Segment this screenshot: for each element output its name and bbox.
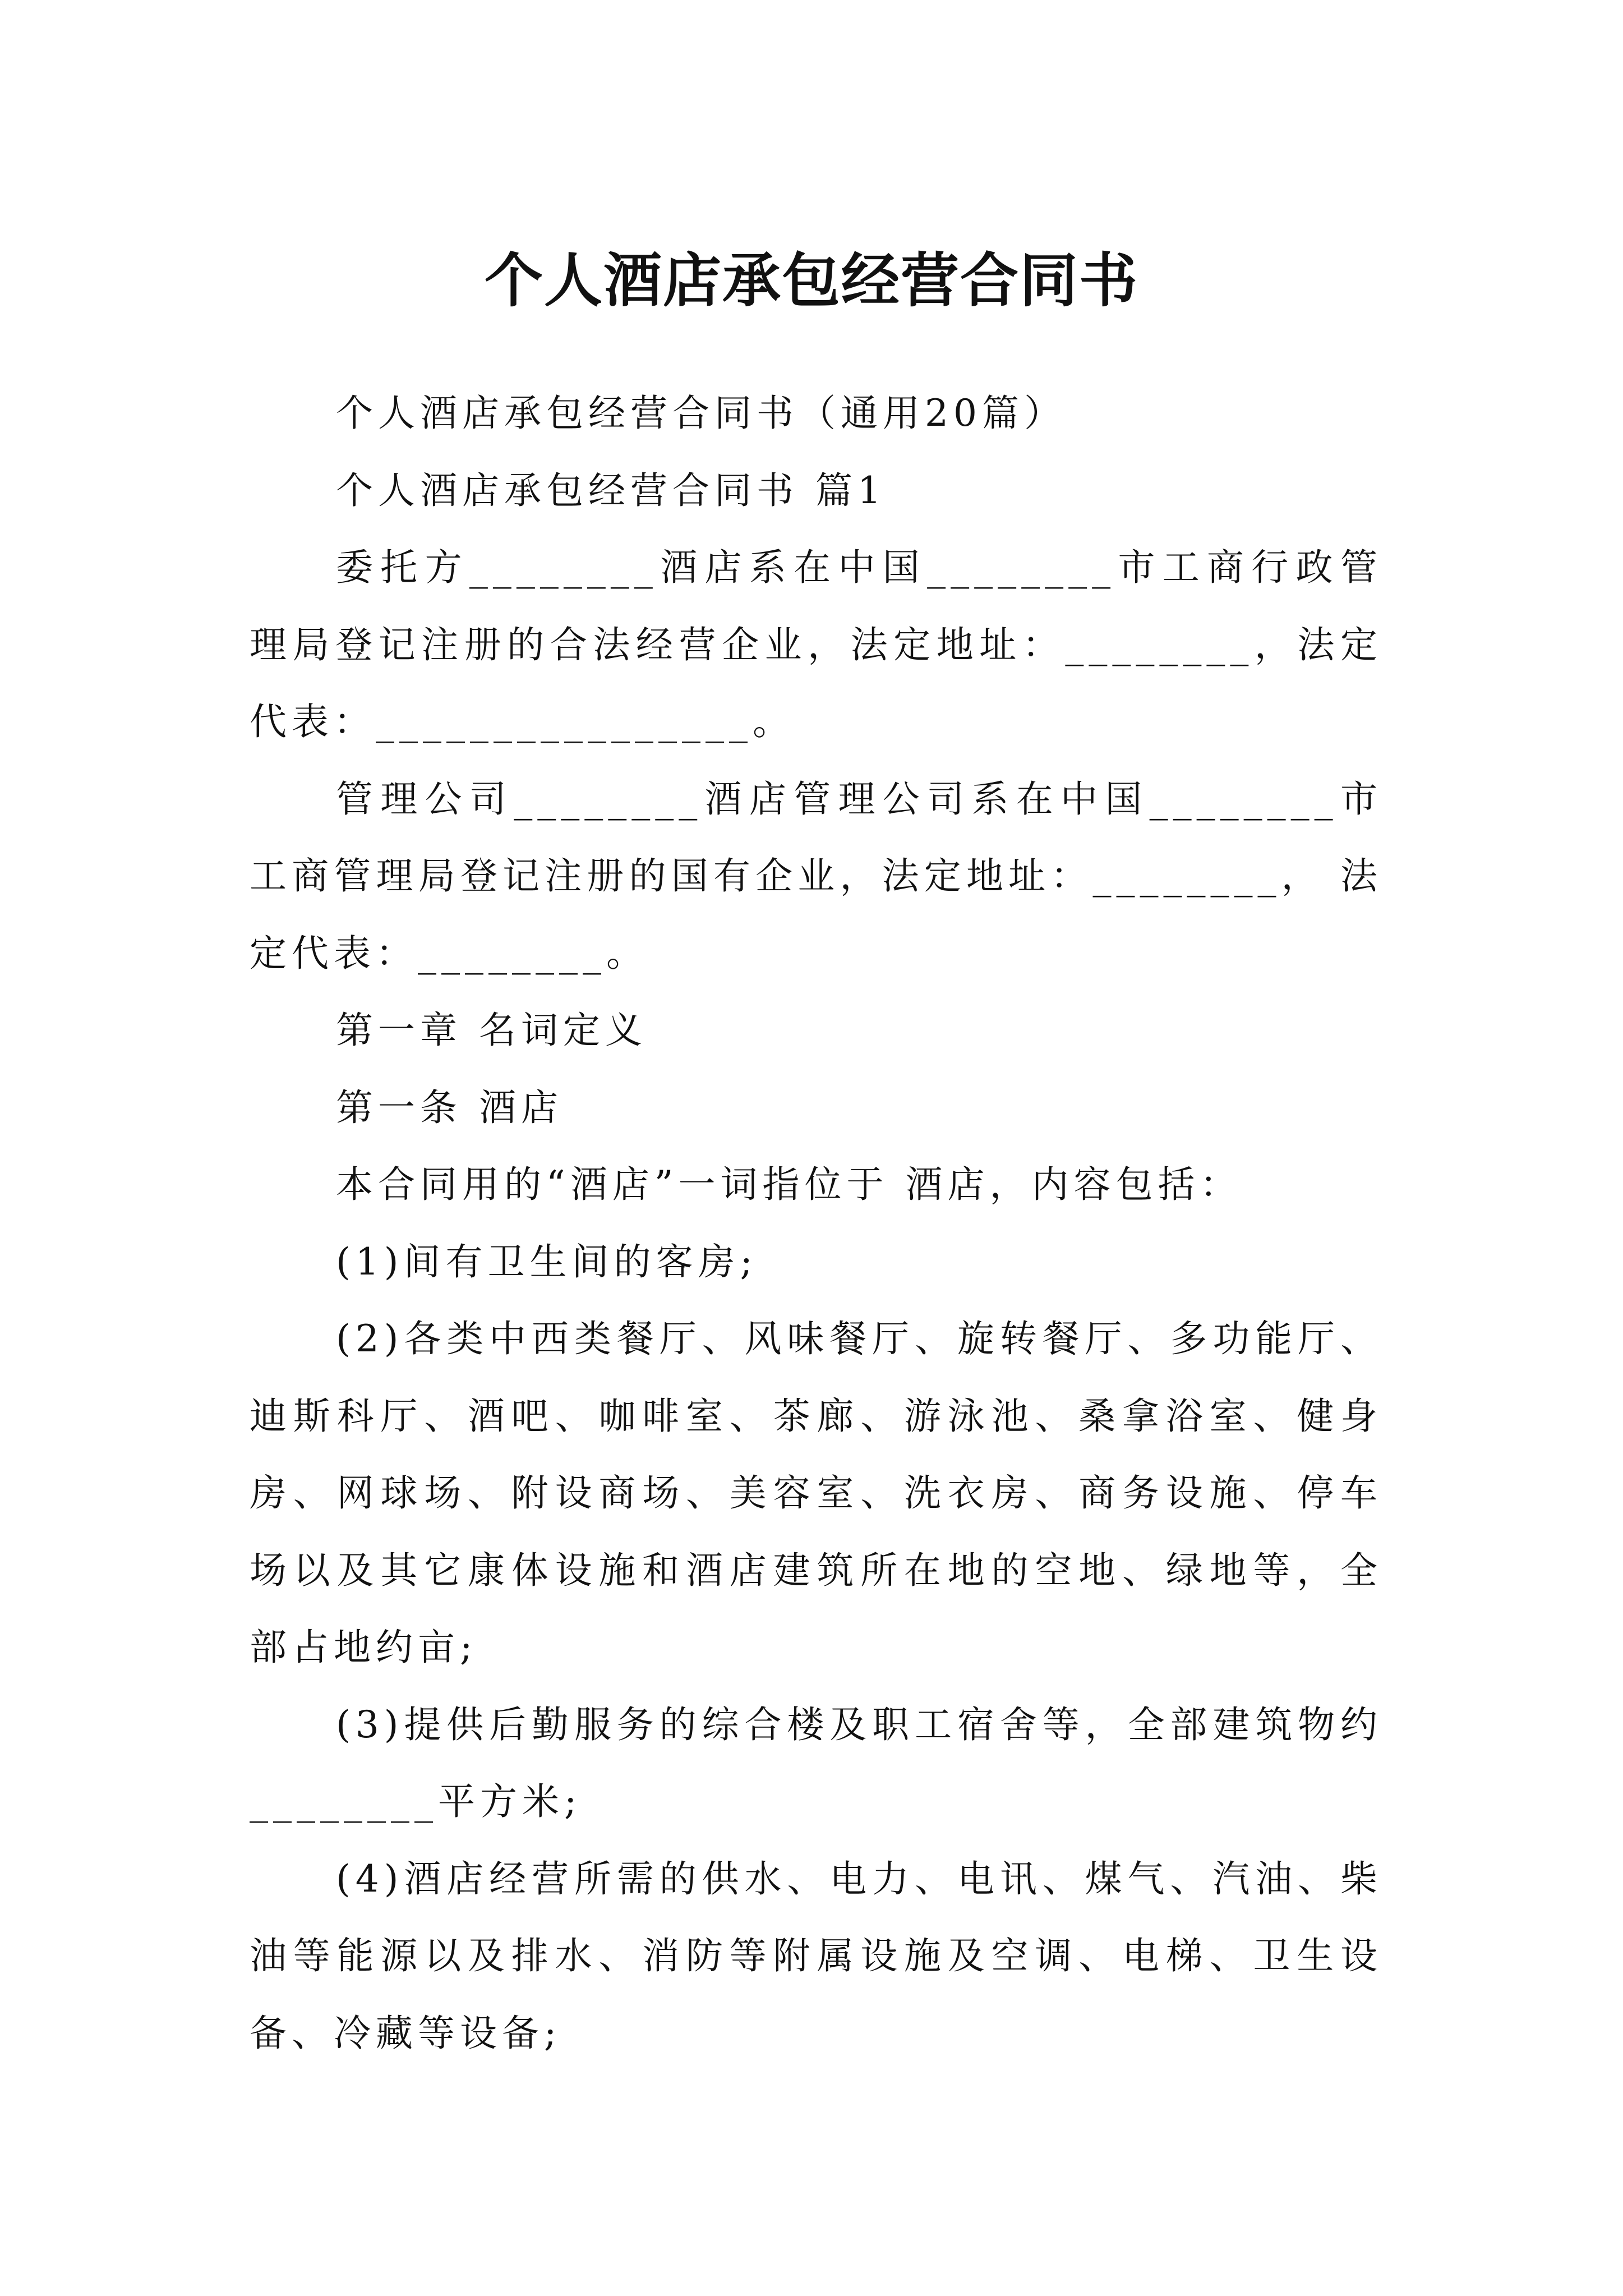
paragraph-management-company: 管理公司________酒店管理公司系在中国________市工商管理局登记注册的国有企业，法定地址：________， 法定代表：________。 xyxy=(250,777,1382,975)
paragraph-item-4: (4)酒店经营所需的供水、电力、电讯、煤气、汽油、柴油等能源以及排水、消防等附属设施及空调、电梯、卫生设备、冷藏等设备; xyxy=(250,1857,1382,2055)
paragraph-item-1: (1)间有卫生间的客房; xyxy=(336,1240,758,1283)
paragraph-item-3: (3)提供后勤服务的综合楼及职工宿舍等，全部建筑物约________平方米; xyxy=(250,1703,1382,1823)
document-title: 个人酒店承包经营合同书 xyxy=(484,245,1138,315)
paragraph-principal: 委托方________酒店系在中国________市工商行政管理局登记注册的合法经营企业，法定地址：________，法定代表：________________。 xyxy=(250,546,1382,743)
paragraph-article-heading: 第一条 酒店 xyxy=(336,1085,563,1129)
paragraph-definition-intro: 本合同用的“酒店”一词指位于 酒店，内容包括： xyxy=(336,1163,1242,1206)
paragraph-section-heading: 个人酒店承包经营合同书 篇1 xyxy=(336,468,886,512)
paragraph-item-2: (2)各类中西类餐厅、风味餐厅、旋转餐厅、多功能厅、迪斯科厅、酒吧、咖啡室、茶廊、游泳池、桑拿浴室、健身房、网球场、附设商场、美容室、洗衣房、商务设施、停车场以及其它康体设施和酒店建筑所在地的空地、绿地等，全部占地约亩; xyxy=(250,1317,1382,1669)
paragraph-subtitle: 个人酒店承包经营合同书（通用20篇） xyxy=(336,392,1066,435)
paragraph-chapter-heading: 第一章 名词定义 xyxy=(336,1009,647,1052)
document-body xyxy=(250,375,1382,2072)
